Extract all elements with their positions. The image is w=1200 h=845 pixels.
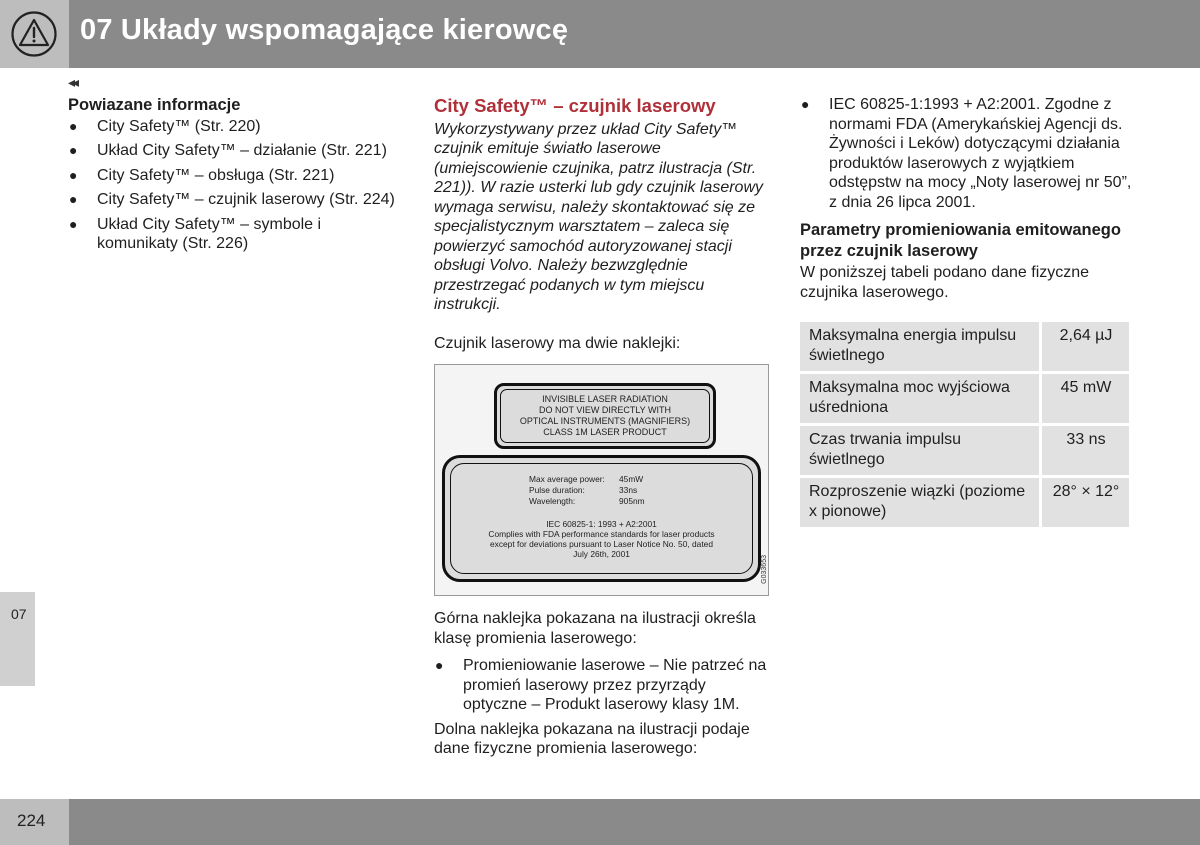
upper-sticker	[494, 383, 716, 449]
param-value: 28° × 12°	[1042, 478, 1129, 527]
parameters-table	[797, 319, 1132, 530]
sticker-row-value: 905nm	[619, 496, 645, 506]
stickers-intro: Czujnik laserowy ma dwie naklejki:	[434, 334, 681, 352]
chapter-tab-label: 07	[11, 606, 27, 622]
table-row	[800, 322, 1129, 371]
related-link[interactable]: ● City Safety™ – czujnik laserowy (Str. 224)	[69, 191, 395, 208]
bullet-icon: ●	[435, 657, 444, 673]
warning-triangle-icon	[11, 11, 57, 57]
page-number: 224	[17, 811, 46, 830]
list-item: ● Promieniowanie laserowe – Nie patrzeć na promień laserowy przez przyrządy optyczne – Produkt laserowy klasy 1M.	[435, 657, 767, 713]
chapter-title: 07 Układy wspomagające kierowcę	[80, 14, 569, 46]
sticker-compliance-text: IEC 60825-1: 1993 + A2:2001 Complies with FDA performance standards for laser products except for deviations pursuant to Laser Notice No. 50, dated July 26th, 2001	[488, 519, 715, 559]
image-code: G033653	[761, 555, 768, 584]
param-name: Czas trwania impulsu świetlnego	[800, 426, 1039, 475]
param-name: Rozproszenie wiązki (poziome x pionowe)	[800, 478, 1039, 527]
upper-sticker-line: DO NOT VIEW DIRECTLY WITH	[538, 405, 671, 415]
sticker-row-label: Pulse duration:	[529, 485, 585, 495]
upper-sticker-line: INVISIBLE LASER RADIATION	[542, 394, 668, 404]
laser-sensor-column	[434, 96, 769, 759]
table-row	[800, 426, 1129, 475]
param-value: 33 ns	[1042, 426, 1129, 475]
list-item: ● IEC 60825-1:1993 + A2:2001. Zgodne z normami FDA (Amerykańskiej Agencji ds. Żywności i Leków) dotyczącymi działania produktów laserowych z wyjątkiem odstępstw na mocy „Noty laserowej nr 50”, z dnia 26 lipca 2001.	[801, 96, 1132, 211]
table-row	[800, 478, 1129, 527]
param-name: Maksymalna moc wyjściowa uśredniona	[800, 374, 1039, 423]
param-value: 45 mW	[1042, 374, 1129, 423]
bullet-icon: ●	[69, 117, 78, 134]
table-row	[800, 374, 1129, 423]
sticker-row-label: Max average power:	[529, 474, 605, 484]
bullet-icon: ●	[69, 191, 78, 207]
related-link[interactable]: ● Układ City Safety™ – działanie (Str. 221)	[69, 142, 387, 159]
sticker-row-value: 33ns	[619, 485, 638, 495]
page-footer	[0, 799, 1200, 845]
parameters-heading: Parametry promieniowania emitowanego przez czujnik laserowy	[800, 221, 1121, 260]
compliance-list	[800, 95, 1132, 212]
lower-sticker	[442, 455, 761, 582]
bullet-icon: ●	[69, 215, 78, 232]
related-heading: Powiazane informacje	[68, 96, 241, 114]
lower-sticker-description: Dolna naklejka pokazana na ilustracji podaje dane fizyczne promienia laserowego:	[434, 720, 750, 757]
parameters-column	[800, 95, 1132, 530]
bullet-icon: ●	[69, 166, 78, 183]
back-navigation-icon[interactable]: ◂◂	[68, 74, 77, 90]
related-link[interactable]: ● City Safety™ – obsługa (Str. 221)	[69, 166, 335, 184]
upper-sticker-line: OPTICAL INSTRUMENTS (MAGNIFIERS)	[519, 416, 691, 426]
related-link[interactable]: ● Układ City Safety™ – symbole i komunikaty (Str. 226)	[69, 215, 322, 252]
related-list	[68, 117, 398, 254]
sticker-row-value: 45mW	[619, 474, 644, 484]
param-value: 2,64 µJ	[1042, 322, 1129, 371]
related-info-column	[68, 96, 398, 259]
parameters-intro: W poniższej tabeli podano dane fizyczne czujnika laserowego.	[800, 264, 1090, 301]
intro-paragraph: Wykorzystywany przez układ City Safety™ czujnik emituje światło laserowe (umiejscowienie czujnika, patrz ilustracja (Str. 221)). W razie usterki lub gdy czujnik laserowy wymaga serwisu, należy skontaktować się ze specjalistycznym warsztatem – zaleca się powierzyć samochód autoryzowanej stacji obsługi Volvo. Należy bezwzględnie przestrzegać podanych w tym miejscu instrukcji.	[434, 120, 764, 313]
section-title: City Safety™ – czujnik laserowy	[434, 95, 716, 116]
related-link[interactable]: ● City Safety™ (Str. 220)	[69, 117, 261, 135]
laser-class-list	[434, 656, 769, 715]
sticker-row-label: Wavelength:	[529, 496, 576, 506]
upper-sticker-line: CLASS 1M LASER PRODUCT	[543, 427, 667, 437]
bullet-icon: ●	[801, 96, 810, 112]
bullet-icon: ●	[69, 142, 78, 158]
laser-labels-image	[434, 364, 769, 596]
param-name: Maksymalna energia impulsu świetlnego	[800, 322, 1039, 371]
upper-sticker-description: Górna naklejka pokazana na ilustracji określa klasę promienia laserowego:	[434, 610, 756, 647]
